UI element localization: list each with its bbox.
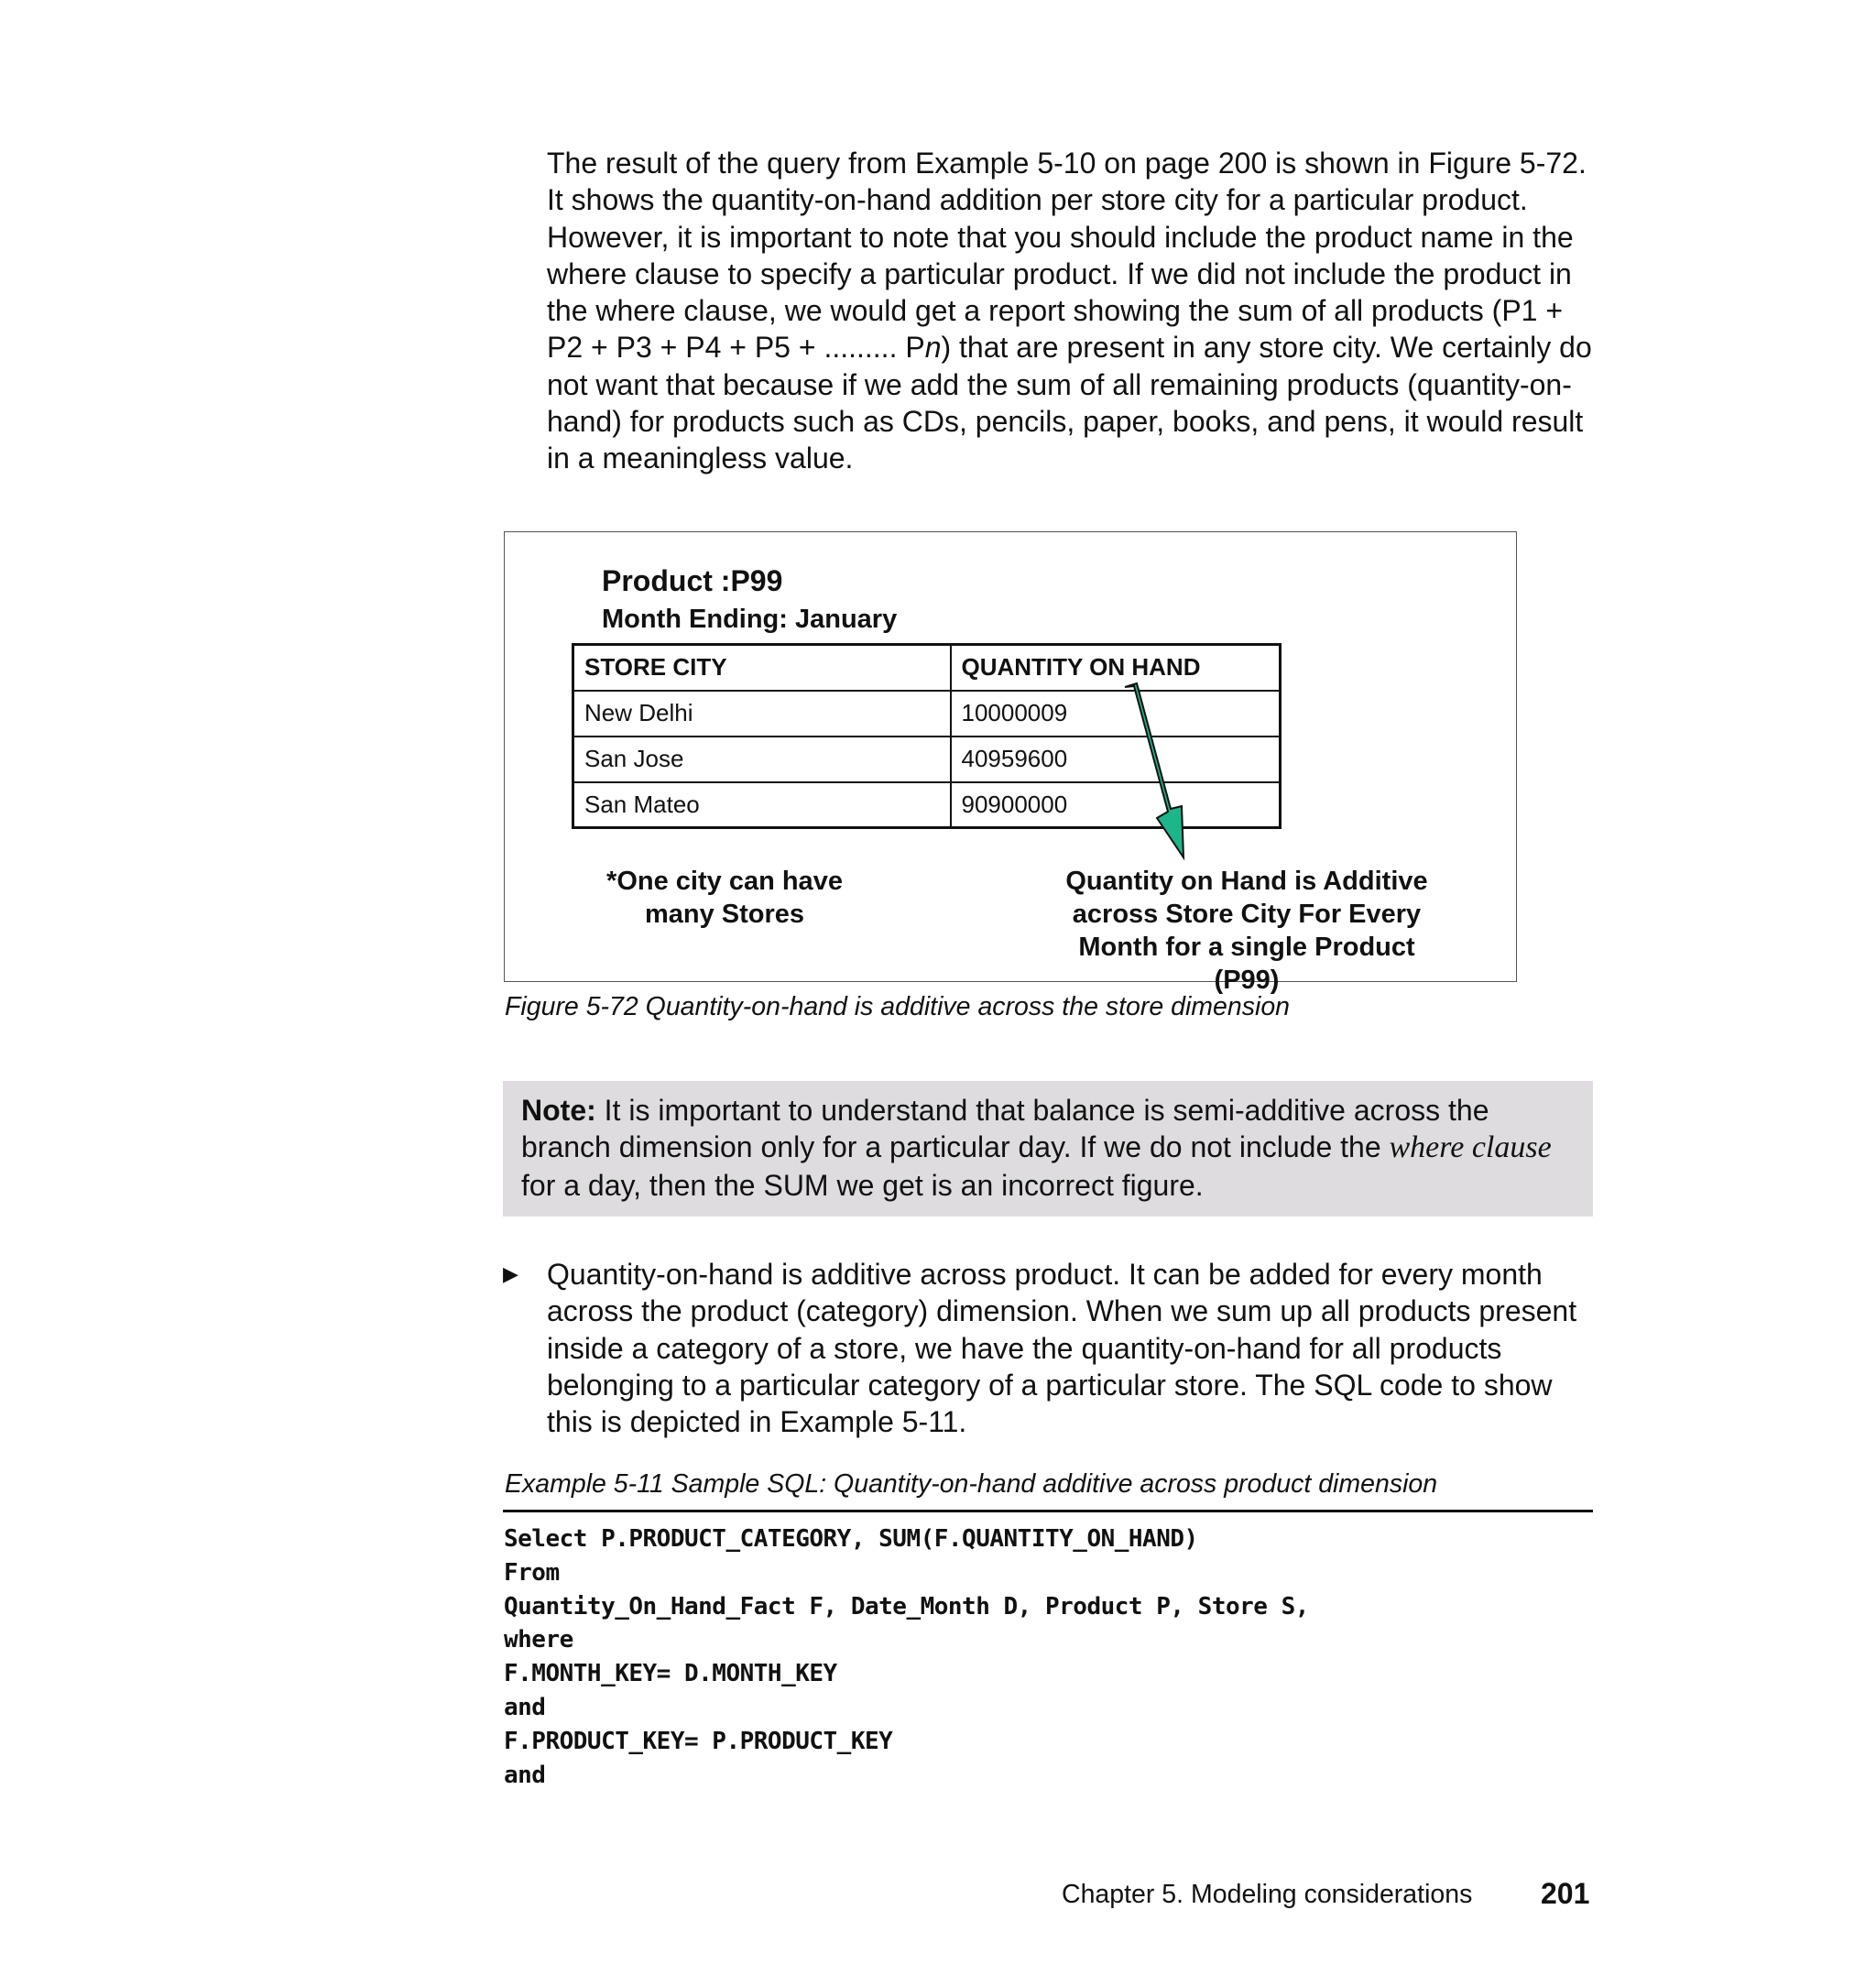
table-cell: New Delhi	[573, 691, 951, 737]
intro-text-part2: ) that are present in any store city. We certainly do not want that because if we add the sum of all remaining products (quantity-on-hand) for products such as CDs, pencils, paper, books, and pens, it would result in a meaningless value.	[547, 331, 1592, 475]
note-left-line: *One city can have	[606, 867, 843, 896]
figure-title: Product :P99	[602, 564, 783, 597]
bullet-text: Quantity-on-hand is additive across product. It can be added for every month across the product (category) dimension. When we sum up all products present inside a category of a store, we have the quantity-on-hand for all products belonging to a particular category of a particular store. The SQL code to show this is depicted in Example 5-11.	[547, 1258, 1577, 1439]
store-quantity-table	[572, 643, 1282, 829]
figure-note-left	[587, 865, 862, 931]
intro-text-part1: The result of the query from Example 5-10 on page 200 is shown in Figure 5-72. It shows the quantity-on-hand addition per store city for a particular product. However, it is important to note that you should include the product name in the where clause to specify a particular product. If we did not include the product in the where clause, we would get a report showing the sum of all products (P1 + P2 + P3 + P4 + P5 + ......... P	[547, 147, 1587, 365]
figure-subtitle: Month Ending: January	[602, 605, 898, 634]
example-caption: Example 5-11 Sample SQL: Quantity-on-hand additive across product dimension	[505, 1469, 1438, 1499]
note-right-line: across Store City For Every	[1072, 900, 1422, 929]
table-cell: 10000009	[951, 691, 1281, 737]
note-label: Note:	[521, 1094, 596, 1127]
intro-italic-n: n	[924, 331, 942, 365]
intro-paragraph	[547, 145, 1600, 477]
note-emphasis: where clause	[1389, 1130, 1552, 1165]
table-row	[573, 782, 1281, 828]
table-row	[573, 691, 1281, 737]
column-header-store-city: STORE CITY	[573, 645, 951, 691]
sql-code-block: Select P.PRODUCT_CATEGORY, SUM(F.QUANTITY_ON_HAND) From Quantity_On_Hand_Fact F, Date_Month D, Product P, Store S, where F.MONTH_KEY= D.MONTH_KEY and F.PRODUCT_KEY= P.PRODUCT_KEY and	[504, 1525, 1309, 1789]
figure-5-72	[504, 531, 1517, 995]
figure-caption: Figure 5-72 Quantity-on-hand is additive across the store dimension	[505, 992, 1291, 1021]
figure-note-right	[1045, 865, 1448, 997]
table-header-row	[573, 645, 1281, 691]
footer-chapter: Chapter 5. Modeling considerations	[1062, 1880, 1473, 1909]
table-cell: 40959600	[951, 737, 1281, 782]
note-left-line: many Stores	[644, 900, 805, 929]
note-box	[503, 1081, 1593, 1217]
note-text-part1: It is important to understand that balance is semi-additive across the branch dimension only for a particular day. If we do not include the	[521, 1094, 1489, 1164]
table-row	[573, 737, 1281, 782]
note-right-line: Quantity on Hand is Additive	[1065, 867, 1428, 896]
note-text-part2: for a day, then the SUM we get is an incorrect figure.	[521, 1168, 1204, 1202]
table-cell: 90900000	[951, 782, 1281, 828]
table-cell: San Mateo	[573, 782, 951, 828]
column-header-quantity: QUANTITY ON HAND	[951, 645, 1281, 691]
page-number: 201	[1541, 1877, 1590, 1910]
table-cell: San Jose	[573, 737, 951, 782]
example-divider	[503, 1510, 1593, 1512]
note-right-line: Month for a single Product (P99)	[1078, 933, 1415, 995]
triangle-bullet-icon: ▶	[503, 1262, 518, 1285]
note-text	[521, 1092, 1575, 1204]
